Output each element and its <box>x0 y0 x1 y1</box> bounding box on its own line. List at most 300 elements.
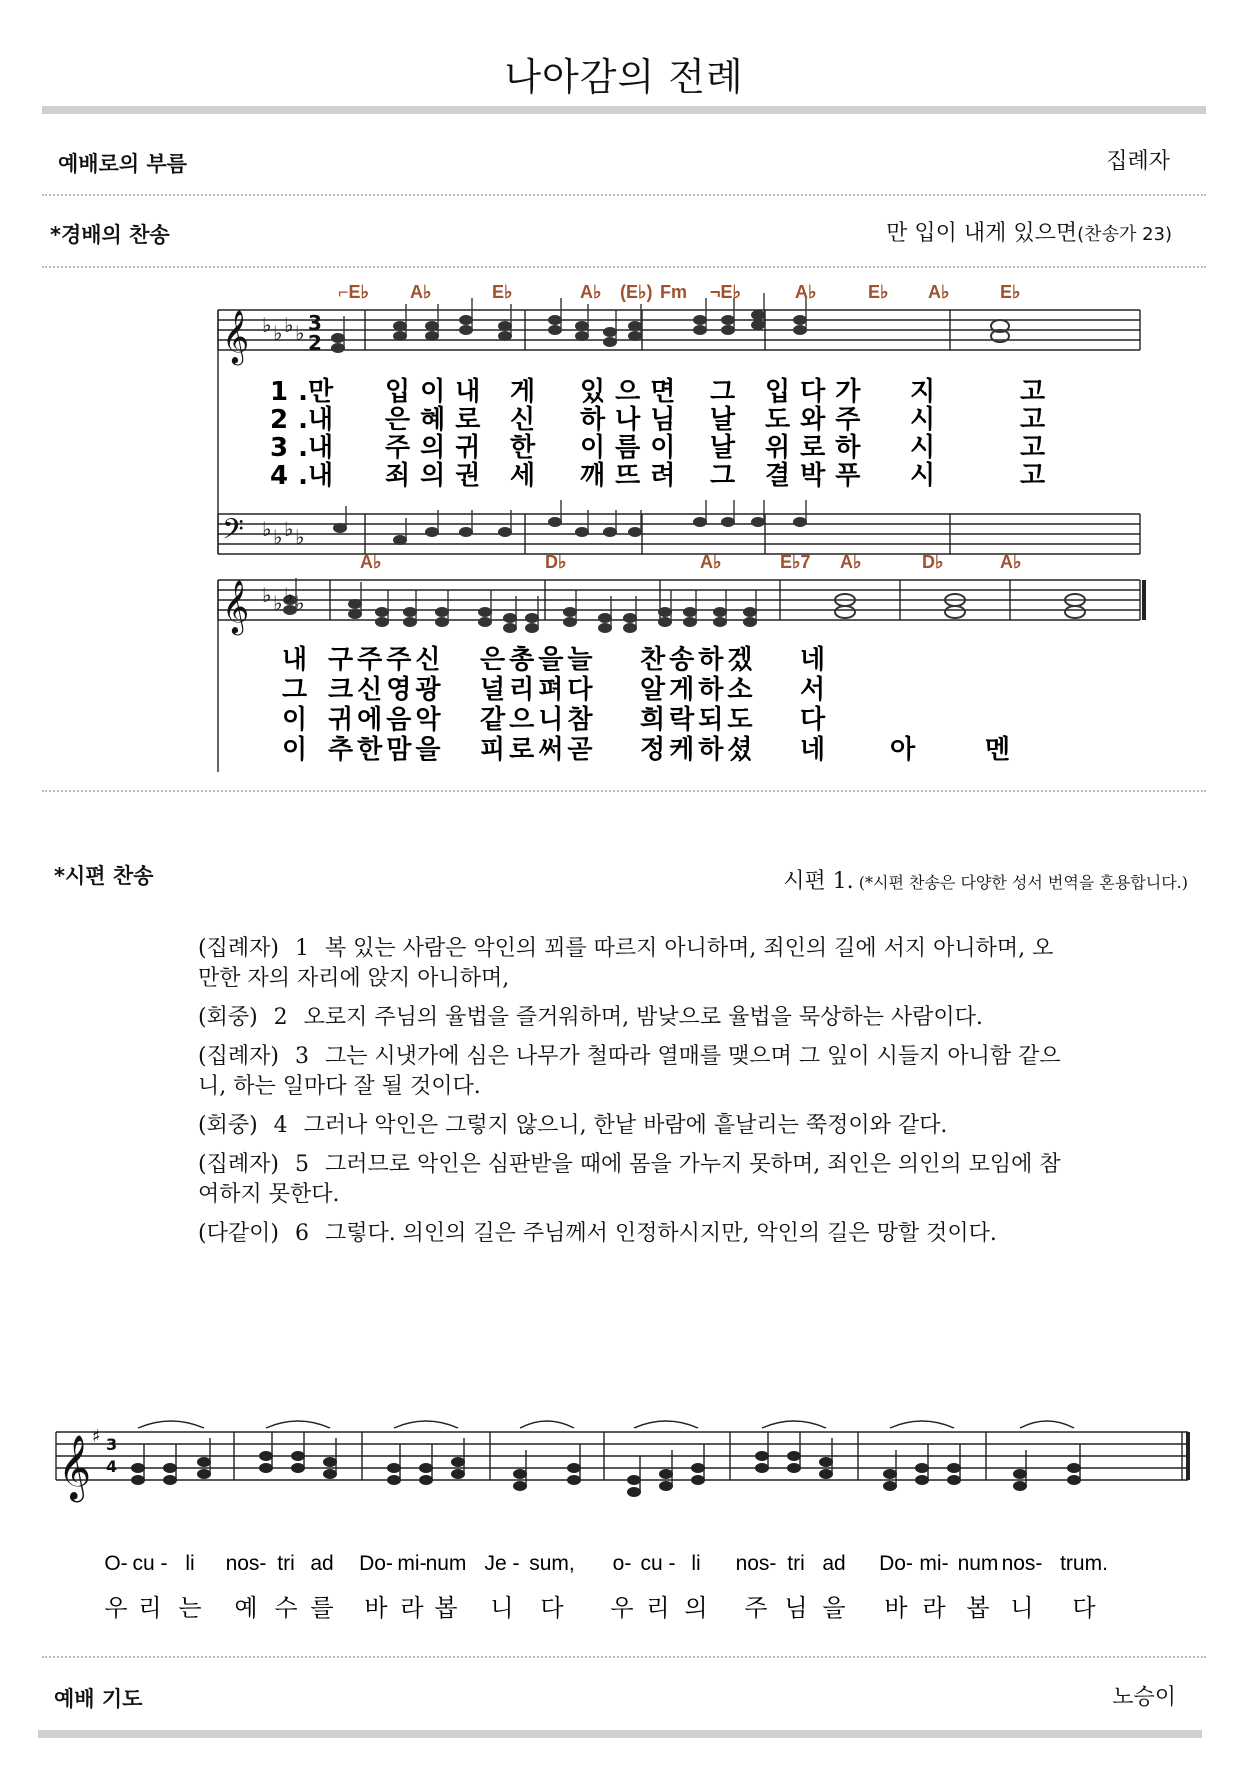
psalm-verse <box>198 1042 1188 1102</box>
hymn-lyric: 고 <box>1020 377 1056 407</box>
note-head <box>163 1463 177 1473</box>
note-head <box>721 517 735 527</box>
hymn-lyric: 네 <box>800 735 830 765</box>
hymn-lyric: 아 <box>890 735 920 765</box>
note-head <box>751 310 765 320</box>
oculi-korean-syllable: 니 <box>1010 1594 1034 1622</box>
psalm-verse <box>198 934 1188 994</box>
hymn-lyric: 고 <box>1020 461 1056 491</box>
hymn-lyric: 은혜로 <box>385 405 491 435</box>
note-head <box>525 613 539 623</box>
note-head <box>627 1475 641 1485</box>
note-head <box>693 315 707 325</box>
hymn-lyric: 지 <box>910 377 946 407</box>
oculi-korean-syllable: 라 <box>400 1594 424 1622</box>
section-praise-hymn <box>886 216 1172 247</box>
hymn-lyric: 4. <box>270 461 318 491</box>
chord-label: A♭ <box>700 552 722 572</box>
flat-sign: ♭ <box>295 525 305 549</box>
hymn-title: 만 입이 내게 있으면 <box>886 221 1078 246</box>
note-head <box>659 1469 673 1479</box>
note-head <box>459 315 473 325</box>
oculi-latin-syllable: li <box>185 1552 195 1575</box>
hymn-lyric: 그 <box>710 461 746 491</box>
flat-sign: ♭ <box>262 517 272 541</box>
hymn-lyric: 날 <box>710 405 746 435</box>
whole-note <box>1065 606 1085 618</box>
note-head <box>563 607 577 617</box>
note-head <box>513 1481 527 1491</box>
slur <box>762 1421 826 1428</box>
note-head <box>883 1481 897 1491</box>
psalm-verse <box>198 1111 1188 1141</box>
psalm-verse-number: 6 <box>294 1221 309 1246</box>
note-head <box>333 523 347 533</box>
oculi-latin-syllable: nos- <box>225 1552 267 1575</box>
time-signature: 3 <box>308 311 322 335</box>
oculi-latin-syllable: ad <box>310 1552 334 1575</box>
chord-label: E♭ <box>1000 282 1021 302</box>
note-head <box>425 321 439 331</box>
oculi-korean-syllable: 봅 <box>434 1594 458 1622</box>
hymn-lyric: 같으니참 <box>480 705 597 735</box>
section-call-leader: 집례자 <box>1106 149 1170 174</box>
note-head <box>291 1463 305 1473</box>
oculi-korean-syllable: 니 <box>490 1594 514 1622</box>
note-head <box>947 1475 961 1485</box>
oculi-latin-syllable: trum. <box>1060 1552 1108 1575</box>
hymn-lyric: 2. <box>270 405 318 435</box>
hymn-lyric: 내 <box>308 461 344 491</box>
note-head <box>915 1475 929 1485</box>
note-head <box>713 607 727 617</box>
note-head <box>548 517 562 527</box>
note-head <box>259 1463 273 1473</box>
note-head <box>603 527 617 537</box>
psalm-verse <box>198 1003 1188 1033</box>
chord-label: ⌐E♭ <box>338 282 370 302</box>
title-divider <box>42 106 1206 114</box>
psalm-verse-number: 4 <box>273 1113 288 1138</box>
flat-sign: ♭ <box>284 583 294 607</box>
hymn-lyric: 정케하셨 <box>640 735 757 765</box>
time-signature: 3 <box>106 1435 118 1454</box>
hymn-lyric: 위로하 <box>765 433 871 463</box>
oculi-latin-syllable: Je - <box>484 1552 520 1575</box>
note-head <box>819 1469 833 1479</box>
psalm-verse-number: 3 <box>294 1044 309 1069</box>
note-head <box>623 623 637 633</box>
hymn-lyric: 3. <box>270 433 318 463</box>
hymn-lyric: 내 <box>308 433 344 463</box>
hymn-lyric: 그 <box>710 377 746 407</box>
note-head <box>683 607 697 617</box>
note-head <box>793 517 807 527</box>
note-head <box>393 535 407 545</box>
whole-note <box>835 606 855 618</box>
treble-clef: 𝄞 <box>58 1435 92 1500</box>
note-head <box>628 527 642 537</box>
oculi-latin-syllable: num <box>425 1552 467 1575</box>
note-head <box>751 517 765 527</box>
psalm-note: (*시편 찬송은 다양한 성서 번역을 혼용합니다.) <box>858 873 1188 892</box>
oculi-korean-syllable: 바 <box>364 1594 388 1622</box>
note-head <box>197 1457 211 1467</box>
bottom-divider <box>38 1730 1202 1738</box>
flat-sign: ♭ <box>273 525 283 549</box>
oculi-latin-syllable: num <box>957 1552 999 1575</box>
oculi-latin-syllable: cu - <box>132 1552 168 1575</box>
note-head <box>627 1487 641 1497</box>
note-head <box>425 527 439 537</box>
note-head <box>131 1475 145 1485</box>
note-head <box>751 320 765 330</box>
hymn-lyric: 세 <box>510 461 546 491</box>
oculi-korean-syllable: 다 <box>1072 1594 1096 1622</box>
hymn-lyric: 알게하소 <box>640 675 757 705</box>
psalm-verse-text: 그는 시냇가에 심은 나무가 철따라 열매를 맺으며 그 잎이 시들지 아니함 같으 <box>324 1044 1061 1069</box>
note-head <box>197 1469 211 1479</box>
note-head <box>563 617 577 627</box>
psalm-verse-text: 오로지 주님의 율법을 즐거워하며, 밤낮으로 율법을 묵상하는 사람이다. <box>303 1005 983 1030</box>
note-head <box>331 333 345 343</box>
psalm-verse <box>198 1219 1188 1249</box>
note-head <box>743 617 757 627</box>
psalm-speaker: (다같이) <box>198 1221 279 1246</box>
note-head <box>603 337 617 347</box>
hymn-lyric: 고 <box>1020 405 1056 435</box>
psalm-verse-continuation: 만한 자의 자리에 앉지 아니하며, <box>198 966 510 991</box>
chord-label: ¬E♭ <box>710 282 742 302</box>
chord-label: A♭ <box>580 282 602 302</box>
psalm-verse-text: 그러나 악인은 그렇지 않으니, 한낱 바람에 흩날리는 쭉정이와 같다. <box>303 1113 948 1138</box>
psalm-verse-text: 그러므로 악인은 심판받을 때에 몸을 가누지 못하며, 죄인은 의인의 모임에 참 <box>324 1152 1061 1177</box>
note-head <box>713 617 727 627</box>
hymn-lyric: 주의귀 <box>385 433 491 463</box>
chord-label: E♭ <box>868 282 889 302</box>
time-signature: 4 <box>106 1457 118 1476</box>
section-psalm-label: *시편 찬송 <box>54 864 154 888</box>
chord-label: Fm <box>660 282 687 302</box>
psalm-verse-text: 복 있는 사람은 악인의 꾀를 따르지 아니하며, 죄인의 길에 서지 아니하며, 오 <box>324 936 1054 961</box>
hymn-lyric: 고 <box>1020 433 1056 463</box>
oculi-korean-syllable: 리 <box>138 1594 162 1622</box>
flat-sign: ♭ <box>273 591 283 615</box>
note-head <box>567 1475 581 1485</box>
hymn-lyric: 널리펴다 <box>480 675 597 705</box>
note-head <box>459 527 473 537</box>
oculi-score <box>54 1420 1194 1650</box>
oculi-latin-syllable: Do- <box>359 1552 393 1575</box>
oculi-latin-syllable: sum, <box>529 1552 575 1575</box>
oculi-latin-syllable: tri <box>277 1552 295 1575</box>
hymn-lyric: 서 <box>800 675 830 705</box>
chord-label: A♭ <box>928 282 950 302</box>
note-head <box>259 1451 273 1461</box>
oculi-latin-syllable: tri <box>787 1552 805 1575</box>
note-head <box>498 331 512 341</box>
note-head <box>498 321 512 331</box>
note-head <box>755 1463 769 1473</box>
oculi-korean-syllable: 의 <box>684 1594 708 1622</box>
flat-sign: ♭ <box>284 517 294 541</box>
hymn-lyric: 이름이 <box>580 433 686 463</box>
oculi-latin-syllable: ad <box>822 1552 846 1575</box>
note-head <box>503 613 517 623</box>
note-head <box>348 599 362 609</box>
hymn-lyric: 하나님 <box>580 405 686 435</box>
note-head <box>525 623 539 633</box>
note-head <box>915 1463 929 1473</box>
hymn-lyric: 도와주 <box>765 405 871 435</box>
oculi-korean-syllable: 는 <box>178 1594 202 1622</box>
note-head <box>478 607 492 617</box>
psalm-text <box>198 934 1188 1258</box>
note-head <box>375 607 389 617</box>
oculi-latin-syllable: li <box>691 1552 701 1575</box>
oculi-korean-syllable: 님 <box>784 1594 808 1622</box>
flat-sign: ♭ <box>295 321 305 345</box>
note-head <box>419 1463 433 1473</box>
note-head <box>567 1463 581 1473</box>
oculi-korean-syllable: 우 <box>104 1594 128 1622</box>
note-head <box>291 1451 305 1461</box>
note-head <box>575 527 589 537</box>
psalm-verse-number: 1 <box>294 936 309 961</box>
hymn-lyric: 네 <box>800 645 830 675</box>
chord-label: (E♭) <box>620 282 653 302</box>
note-head <box>513 1469 527 1479</box>
slur <box>890 1421 954 1428</box>
oculi-latin-syllable: Do- <box>879 1552 913 1575</box>
note-head <box>403 617 417 627</box>
oculi-korean-syllable: 예 <box>234 1594 258 1622</box>
hymn-lyric: 크신영광 <box>328 675 445 705</box>
note-head <box>548 315 562 325</box>
psalm-verse-continuation: 여하지 못한다. <box>198 1182 340 1207</box>
note-head <box>598 623 612 633</box>
hymn-lyric: 추한맘을 <box>328 735 445 765</box>
note-head <box>348 609 362 619</box>
note-head <box>787 1463 801 1473</box>
slur <box>266 1421 330 1428</box>
chord-label: A♭ <box>1000 552 1022 572</box>
note-head <box>1013 1481 1027 1491</box>
psalm-speaker: (집례자) <box>198 1152 279 1177</box>
note-head <box>787 1451 801 1461</box>
note-head <box>721 325 735 335</box>
hymn-lyric: 은총을늘 <box>480 645 597 675</box>
oculi-korean-syllable: 수 <box>274 1594 298 1622</box>
hymn-lyric: 구주주신 <box>328 645 445 675</box>
section-praise-label: *경배의 찬송 <box>50 223 170 247</box>
note-head <box>623 613 637 623</box>
chord-label: E♭ <box>492 282 513 302</box>
note-head <box>435 617 449 627</box>
whole-note <box>945 606 965 618</box>
hymn-lyric: 죄의권 <box>385 461 491 491</box>
flat-sign: ♭ <box>262 313 272 337</box>
oculi-korean-syllable: 바 <box>884 1594 908 1622</box>
oculi-korean-syllable: 라 <box>922 1594 946 1622</box>
psalm-verse-number: 5 <box>294 1152 309 1177</box>
note-head <box>393 321 407 331</box>
flat-sign: ♭ <box>273 321 283 345</box>
slur <box>394 1421 458 1428</box>
time-signature: 2 <box>308 331 322 355</box>
note-head <box>387 1475 401 1485</box>
section-prayer-leader: 노승이 <box>1112 1685 1176 1710</box>
oculi-latin-syllable: mi- <box>919 1552 949 1575</box>
oculi-latin-syllable: cu - <box>640 1552 676 1575</box>
note-head <box>947 1463 961 1473</box>
oculi-latin-syllable: mi- <box>397 1552 427 1575</box>
flat-sign: ♭ <box>262 583 272 607</box>
sharp-sign: ♯ <box>92 1426 101 1447</box>
note-head <box>659 1481 673 1491</box>
psalm-speaker: (집례자) <box>198 1044 279 1069</box>
hymn-lyric: 시 <box>910 461 946 491</box>
note-head <box>548 325 562 335</box>
note-head <box>478 617 492 627</box>
note-head <box>451 1469 465 1479</box>
psalm-verse-number: 2 <box>273 1005 288 1030</box>
treble-clef: 𝄞 <box>222 309 250 363</box>
hymn-lyric: 내 <box>308 405 344 435</box>
oculi-latin-syllable: O- <box>104 1552 128 1575</box>
note-head <box>331 343 345 353</box>
note-head <box>131 1463 145 1473</box>
hymn-lyric: 결박푸 <box>765 461 871 491</box>
note-head <box>755 1451 769 1461</box>
slur <box>634 1421 698 1428</box>
oculi-korean-syllable: 봅 <box>966 1594 990 1622</box>
note-head <box>603 327 617 337</box>
note-head <box>425 331 439 341</box>
oculi-korean-syllable: 을 <box>822 1594 846 1622</box>
section-call-label: 예배로의 부름 <box>58 152 188 176</box>
section-psalm-ref <box>783 864 1188 895</box>
hymn-lyric: 그 <box>282 675 312 705</box>
hymn-lyric: 내 <box>282 645 312 675</box>
divider <box>42 1656 1206 1658</box>
treble-clef: 𝄞 <box>222 579 250 633</box>
oculi-korean-syllable: 우 <box>610 1594 634 1622</box>
note-head <box>375 617 389 627</box>
chord-label: E♭7 <box>780 552 811 572</box>
chord-label: D♭ <box>922 552 944 572</box>
psalm-speaker: (회중) <box>198 1113 258 1138</box>
note-head <box>691 1475 705 1485</box>
hymn-lyric: 1. <box>270 377 318 407</box>
section-prayer-label: 예배 기도 <box>54 1687 143 1711</box>
hymn-lyric: 피로써곧 <box>480 735 597 765</box>
chord-label: A♭ <box>795 282 817 302</box>
note-head <box>435 607 449 617</box>
note-head <box>793 325 807 335</box>
bass-clef: 𝄢 <box>222 513 244 553</box>
note-head <box>403 607 417 617</box>
hymn-lyric: 한 <box>510 433 546 463</box>
psalm-speaker: (회중) <box>198 1005 258 1030</box>
note-head <box>323 1457 337 1467</box>
divider <box>42 266 1206 268</box>
page-title: 나아감의 전례 <box>504 55 744 99</box>
hymn-lyric: 입이내 <box>385 377 491 407</box>
hymn-lyric: 이 <box>282 735 312 765</box>
chord-label: D♭ <box>545 552 567 572</box>
note-head <box>419 1475 433 1485</box>
note-head <box>658 617 672 627</box>
note-head <box>819 1457 833 1467</box>
hymn-lyric: 만 <box>308 377 344 407</box>
hymn-lyric: 깨뜨려 <box>580 461 686 491</box>
psalm-verse-continuation: 니, 하는 일마다 잘 될 것이다. <box>198 1074 481 1099</box>
note-head <box>693 325 707 335</box>
note-head <box>693 517 707 527</box>
note-head <box>575 331 589 341</box>
note-head <box>691 1463 705 1473</box>
note-head <box>1067 1463 1081 1473</box>
note-head <box>658 607 672 617</box>
oculi-korean-syllable: 주 <box>744 1594 768 1622</box>
note-head <box>498 527 512 537</box>
hymn-lyric: 찬송하겠 <box>640 645 757 675</box>
note-head <box>721 315 735 325</box>
note-head <box>598 613 612 623</box>
psalm-ref: 시편 1. <box>783 869 854 894</box>
oculi-latin-syllable: o- <box>612 1552 632 1575</box>
slur <box>520 1421 574 1428</box>
hymn-lyric: 날 <box>710 433 746 463</box>
oculi-latin-syllable: nos- <box>1001 1552 1043 1575</box>
flat-sign: ♭ <box>284 313 294 337</box>
hymn-lyric: 입다가 <box>765 377 871 407</box>
hymn-lyric: 시 <box>910 433 946 463</box>
note-head <box>323 1469 337 1479</box>
note-head <box>393 331 407 341</box>
divider <box>42 194 1206 196</box>
divider <box>42 790 1206 792</box>
chord-label: A♭ <box>410 282 432 302</box>
hymn-score <box>210 282 1150 774</box>
note-head <box>793 315 807 325</box>
note-head <box>451 1457 465 1467</box>
psalm-verse <box>198 1150 1188 1210</box>
oculi-latin-syllable: nos- <box>735 1552 777 1575</box>
hymn-lyric: 게 <box>510 377 546 407</box>
note-head <box>575 321 589 331</box>
oculi-korean-syllable: 리 <box>646 1594 670 1622</box>
note-head <box>1013 1469 1027 1479</box>
hymn-ref: (찬송가 23) <box>1077 224 1172 245</box>
note-head <box>683 617 697 627</box>
note-head <box>163 1475 177 1485</box>
hymn-lyric: 있으면 <box>580 377 686 407</box>
note-head <box>628 321 642 331</box>
hymn-lyric: 귀에음악 <box>328 705 445 735</box>
note-head <box>387 1463 401 1473</box>
hymn-lyric: 멘 <box>985 735 1015 765</box>
hymn-lyric: 다 <box>800 705 830 735</box>
note-head <box>628 331 642 341</box>
note-head <box>503 623 517 633</box>
note-head <box>883 1469 897 1479</box>
chord-label: A♭ <box>360 552 382 572</box>
note-head <box>743 607 757 617</box>
hymn-lyric: 희락되도 <box>640 705 757 735</box>
note-head <box>459 325 473 335</box>
